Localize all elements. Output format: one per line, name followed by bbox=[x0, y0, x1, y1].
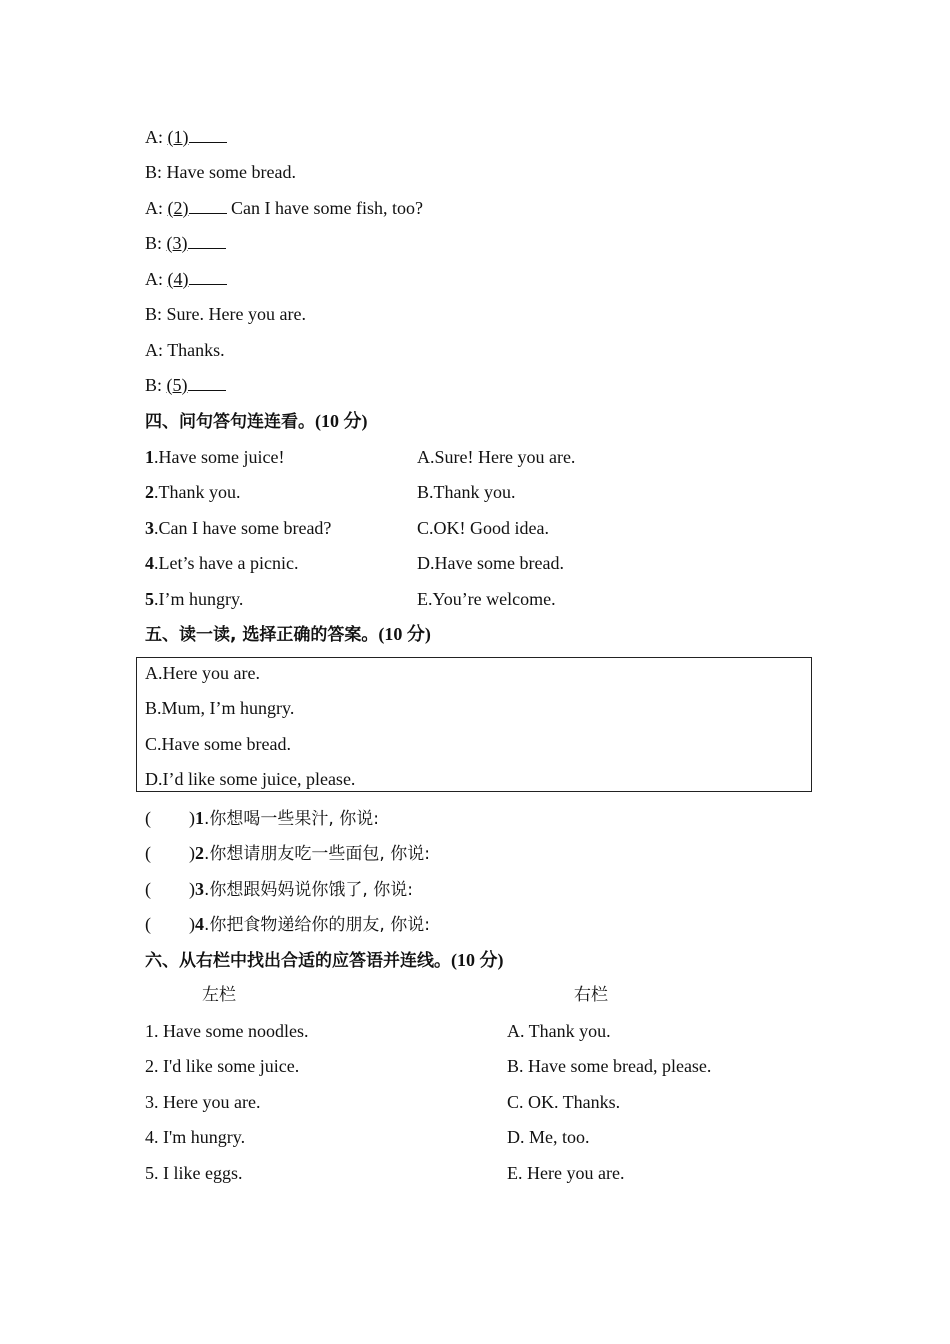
question-number: 4 bbox=[145, 553, 154, 573]
paren-close: ) bbox=[189, 914, 195, 934]
answer-item: E.You’re welcome. bbox=[417, 589, 556, 609]
dialogue-text: Sure. Here you are. bbox=[166, 304, 306, 324]
choice-item bbox=[145, 913, 430, 936]
blank-label: (1) bbox=[167, 127, 189, 147]
speaker: A: bbox=[145, 127, 163, 147]
answer-slot[interactable]: ( bbox=[145, 879, 151, 899]
question-item bbox=[145, 481, 240, 503]
speaker: A: bbox=[145, 198, 163, 218]
blank-label: (4) bbox=[167, 269, 189, 289]
paren-close: ) bbox=[189, 808, 195, 828]
section-title: 六、从右栏中找出合适的应答语并连线。 bbox=[145, 951, 451, 971]
answer-item: D.Have some bread. bbox=[417, 553, 564, 573]
right-item: C. OK. Thanks. bbox=[507, 1092, 621, 1112]
item-number: 1 bbox=[195, 808, 204, 828]
question-text: .Can I have some bread? bbox=[154, 518, 332, 538]
speaker: A: bbox=[145, 340, 163, 360]
answer-blank[interactable] bbox=[188, 232, 226, 249]
right-column-header: 右栏 bbox=[574, 985, 608, 1005]
item-text: .你想请朋友吃一些面包, 你说: bbox=[204, 844, 430, 864]
option-item: D.I’d like some juice, please. bbox=[145, 769, 356, 789]
dialogue-line-6 bbox=[145, 303, 306, 325]
item-text: .你把食物递给你的朋友, 你说: bbox=[204, 915, 430, 935]
dialogue-text: Have some bread. bbox=[166, 162, 296, 182]
dialogue-line-3 bbox=[145, 197, 423, 219]
right-item: E. Here you are. bbox=[507, 1163, 625, 1183]
question-number: 5 bbox=[145, 589, 154, 609]
question-item bbox=[145, 588, 243, 610]
right-item: A. Thank you. bbox=[507, 1021, 611, 1041]
question-text: .Let’s have a picnic. bbox=[154, 553, 299, 573]
dialogue-line-4 bbox=[145, 232, 226, 254]
answer-blank[interactable] bbox=[189, 268, 227, 285]
option-item: B.Mum, I’m hungry. bbox=[145, 698, 295, 718]
options-box bbox=[136, 657, 812, 792]
option-item: A.Here you are. bbox=[145, 663, 260, 683]
blank-label: (3) bbox=[166, 233, 188, 253]
question-item bbox=[145, 446, 284, 468]
right-item: D. Me, too. bbox=[507, 1127, 590, 1147]
speaker: A: bbox=[145, 269, 163, 289]
dialogue-line-5 bbox=[145, 268, 227, 290]
answer-item: A.Sure! Here you are. bbox=[417, 447, 576, 467]
blank-label: (2) bbox=[167, 198, 189, 218]
left-item: 5. I like eggs. bbox=[145, 1163, 243, 1183]
choice-item bbox=[145, 878, 413, 901]
answer-blank[interactable] bbox=[189, 126, 227, 143]
question-text: .Thank you. bbox=[154, 482, 241, 502]
speaker: B: bbox=[145, 233, 163, 253]
answer-slot[interactable]: ( bbox=[145, 808, 151, 828]
dialogue-line-8 bbox=[145, 374, 226, 396]
choice-item bbox=[145, 807, 379, 830]
section-title: 五、读一读, 选择正确的答案。 bbox=[145, 625, 379, 645]
question-number: 3 bbox=[145, 518, 154, 538]
right-item: B. Have some bread, please. bbox=[507, 1056, 712, 1076]
option-item: C.Have some bread. bbox=[145, 734, 291, 754]
answer-blank[interactable] bbox=[189, 197, 227, 214]
answer-slot[interactable]: ( bbox=[145, 914, 151, 934]
answer-slot[interactable]: ( bbox=[145, 843, 151, 863]
item-text: .你想喝一些果汁, 你说: bbox=[204, 809, 379, 829]
section6-heading bbox=[145, 949, 504, 972]
left-item: 4. I'm hungry. bbox=[145, 1127, 246, 1147]
left-item: 3. Here you are. bbox=[145, 1092, 261, 1112]
question-item bbox=[145, 517, 331, 539]
answer-blank[interactable] bbox=[188, 374, 226, 391]
answer-item: C.OK! Good idea. bbox=[417, 518, 549, 538]
item-number: 3 bbox=[195, 879, 204, 899]
paren-close: ) bbox=[189, 879, 195, 899]
speaker: B: bbox=[145, 375, 163, 395]
dialogue-text: Can I have some fish, too? bbox=[231, 198, 423, 218]
answer-item: B.Thank you. bbox=[417, 482, 516, 502]
blank-label: (5) bbox=[166, 375, 188, 395]
question-item bbox=[145, 552, 298, 574]
question-text: .I’m hungry. bbox=[154, 589, 244, 609]
paren-close: ) bbox=[189, 843, 195, 863]
section5-heading bbox=[145, 623, 431, 646]
section4-heading bbox=[145, 410, 368, 433]
left-item: 1. Have some noodles. bbox=[145, 1021, 309, 1041]
left-item: 2. I'd like some juice. bbox=[145, 1056, 300, 1076]
item-number: 4 bbox=[195, 914, 204, 934]
speaker: B: bbox=[145, 304, 163, 324]
item-number: 2 bbox=[195, 843, 204, 863]
section-points: (10 分) bbox=[315, 411, 368, 431]
speaker: B: bbox=[145, 162, 163, 182]
dialogue-line-2 bbox=[145, 161, 296, 183]
question-number: 2 bbox=[145, 482, 154, 502]
dialogue-line-1 bbox=[145, 126, 227, 148]
dialogue-text: Thanks. bbox=[167, 340, 225, 360]
question-text: .Have some juice! bbox=[154, 447, 285, 467]
section-points: (10 分) bbox=[378, 624, 431, 644]
choice-item bbox=[145, 842, 430, 865]
section-points: (10 分) bbox=[451, 950, 504, 970]
section-title: 四、问句答句连连看。 bbox=[145, 412, 315, 432]
left-column-header: 左栏 bbox=[202, 985, 236, 1005]
dialogue-line-7 bbox=[145, 339, 225, 361]
question-number: 1 bbox=[145, 447, 154, 467]
item-text: .你想跟妈妈说你饿了, 你说: bbox=[204, 880, 413, 900]
